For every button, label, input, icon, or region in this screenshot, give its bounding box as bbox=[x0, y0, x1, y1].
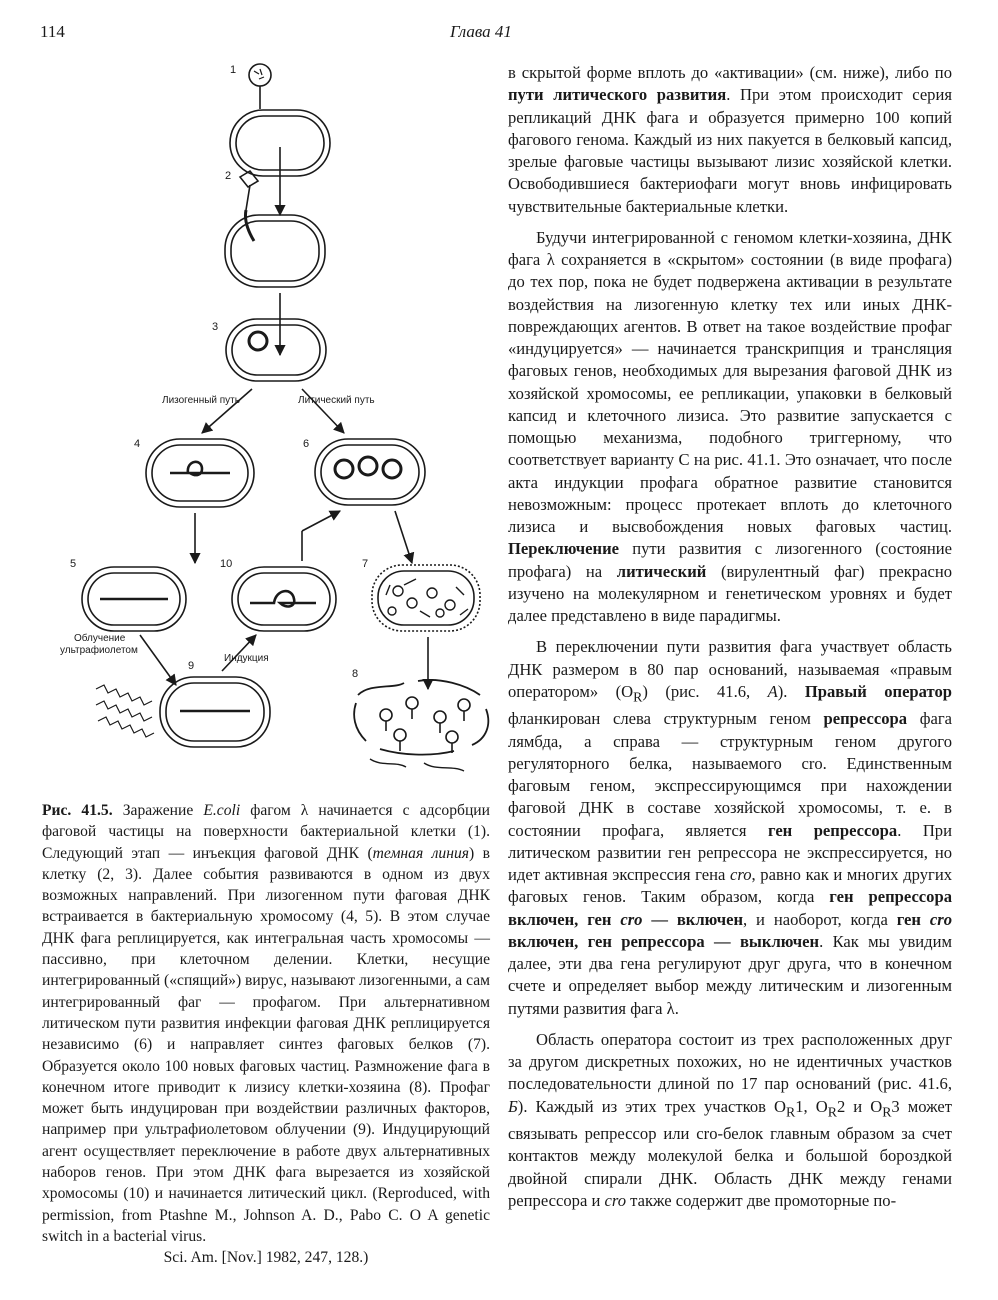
paragraph-2: Будучи интегрированной с геномом клетки-хозяина, ДНК фага λ сохраняется в «скрытом» состоянии (в виде профага) до тех пор, пока не будет подвержена активации в результате воздействия на лизогенную клетку тех или иных ДНК-повреждающих агентов. В ответ на такое воздействие профаг «индуцируется» — начинается транскрипция и трансляция фаговых генов, необходимых для вырезания фаговой ДНК из хозяйской хромосомы, ее репликации, упаковки в белковый капсид и клеточного лизиса. Это развитие запускается с помощью механизма, подобного триггерному, что соответствует варианту С на рис. 41.1. Это означает, что после акта индукции профага обратное развитие становится невозможным: процесс протекает вплоть до клеточного лизиса и высвобождения новых фаговых частиц. Переключение пути развития с лизогенного (состояние профага) на литический (вирулентный фаг) прекрасно изучено на молекулярном и генетическом уровнях и будет далее представлено в виде парадигмы. bbox=[508, 227, 952, 625]
cell-3-outer bbox=[226, 319, 326, 381]
page-header bbox=[40, 22, 960, 46]
body-text bbox=[508, 62, 952, 1212]
step-number-8: 8 bbox=[352, 668, 359, 680]
cell-10-inner bbox=[238, 573, 330, 625]
figure-label: Рис. 41.5. bbox=[42, 802, 113, 819]
paragraph-4: Область оператора состоит из трех расположенных друг за другом дискретных похожих, но не идентичных участков последовательности длиной по 17 пар оснований (рис. 41.6, Б). Каждый из этих трех участков $O_R1$, $O_R2$ и $O_R3$ может связывать репрессор или cro-белок главным образом за счет контактов между молекулой белка и большой бороздкой двойной спирали ДНК. Область ДНК между генами репрессора и cro также содержит две промоторные по- bbox=[508, 1029, 953, 1210]
cell-2-outer bbox=[225, 215, 325, 287]
cell-6-outer bbox=[315, 439, 425, 505]
cell-2-inner bbox=[231, 221, 319, 281]
step-number-6: 6 bbox=[303, 438, 310, 450]
circular-phage-dna bbox=[249, 332, 267, 350]
step-number-2: 2 bbox=[225, 170, 232, 182]
page-number: 114 bbox=[40, 22, 65, 41]
figure-caption bbox=[42, 800, 490, 1269]
chapter-title: Глава 41 bbox=[450, 22, 512, 41]
cell-10-outer bbox=[232, 567, 336, 631]
uv-rays-icon bbox=[96, 685, 154, 737]
cell-3-inner bbox=[232, 325, 320, 375]
label-uv-line1: Облучение bbox=[74, 633, 126, 644]
paragraph-1: в скрытой форме вплоть до «активации» (см. ниже), либо по пути литического развития. При этом происходит серия репликаций ДНК фага и образуется примерно 100 копий фагового генома. Каждый из них пакуется в белковый капсид, зрелые фаговые частицы вызывают лизис хозяйской клетки. Освободившиеся бактериофаги могут вновь инфицировать чувствительные бактериальные клетки. bbox=[508, 63, 952, 216]
label-induction: Индукция bbox=[224, 653, 269, 664]
step-number-3: 3 bbox=[212, 321, 219, 333]
arrow-5-9 bbox=[140, 635, 176, 685]
figure-41-5 bbox=[40, 55, 500, 795]
step-number-10: 10 bbox=[220, 558, 233, 570]
label-lysogenic-path: Лизогенный путь bbox=[162, 395, 240, 406]
cell-7-outer bbox=[372, 565, 480, 631]
phage-proteins-cluster bbox=[386, 579, 468, 617]
label-uv-line2: ультрафиолетом bbox=[60, 645, 138, 656]
step-number-5: 5 bbox=[70, 558, 77, 570]
phage-particle-icon bbox=[249, 64, 271, 109]
arrow-10-6 bbox=[302, 511, 340, 531]
paragraph-3: В переключении пути развития фага участвует область ДНК размером в 80 пар оснований, называемая «правым оператором» $(O_R)$ (рис. 41.6, А). Правый оператор фланкирован слева структурным геном репрессора фага лямбда, а справа — структурным геном другого регуляторного белка, называемого cro. Единственным фаговым геном, экспрессирующимся при нахождении фаговой ДНК в составе хозяйской хромосомы, т. е. в состоянии профага, является ген репрессора. При литическом развитии ген репрессора не экспрессируется, но идет активная экспрессия гена cro, равно как и многих других фаговых генов. Таким образом, когда ген репрессора включен, ген cro — включен, и наоборот, когда ген cro включен, ген репрессора — выключен. Как мы увидим далее, эти два гена регулируют друг друга, что в конечном счете и определяет выбор между литическим и лизогенным путями развития фага λ. bbox=[508, 637, 953, 1018]
phage-injecting-icon bbox=[240, 171, 258, 210]
phage-lifecycle-diagram bbox=[40, 55, 500, 795]
lysed-cell-icon bbox=[354, 680, 488, 771]
arrow-6-7 bbox=[395, 511, 412, 563]
caption-credit: Sci. Am. [Nov.] 1982, 247, 128.) bbox=[163, 1249, 369, 1267]
label-lytic-path: Литический путь bbox=[298, 395, 375, 406]
step-number-4: 4 bbox=[134, 438, 141, 450]
caption-text: Рис. 41.5. Заражение E.coli фагом λ начинается с адсорбции фаговой частицы на поверхности бактериальной клетки (1). Следующий этап — инъекция фаговой ДНК (темная линия) в клетку (2, 3). Далее события развиваются в одном из двух возможных направлений. При лизогенном пути фаговая ДНК встраивается в бактериальную хромосому (4, 5). В этом случае ДНК фага реплицируется, как интегральная часть хромосомы — пассивно, при клеточном делении. Клетки, несущие интегрированный («спящий») вирус, называют лизогенными, а сам интегрированный фаг — профагом. При альтернативном литическом пути развития инфекции фаговая ДНК реплицируется независимо (6) и направляет синтез фаговых белков (7). Образуется около 100 новых фаговых частиц. Размножение фага в конечном итоге приводит к лизису клетки-хозяина (8). Профаг может быть индуцирован при воздействии различных факторов, например при ультрафиолетовом облучении (9). Индуцирующий агент осуществляет переключение в работе двух альтернативных наборов генов. При этом ДНК фага вырезается из хозяйской хромосомы (10) и начинается литический цикл. (Reproduced, with permission, from Ptashne M., Johnson A. D., Pabo C. O A genetic switch in a bacterial virus. bbox=[42, 802, 491, 1245]
step-number-1: 1 bbox=[230, 64, 237, 76]
cell-7-inner bbox=[378, 571, 474, 625]
step-number-9: 9 bbox=[188, 660, 195, 672]
step-number-7: 7 bbox=[362, 558, 369, 570]
